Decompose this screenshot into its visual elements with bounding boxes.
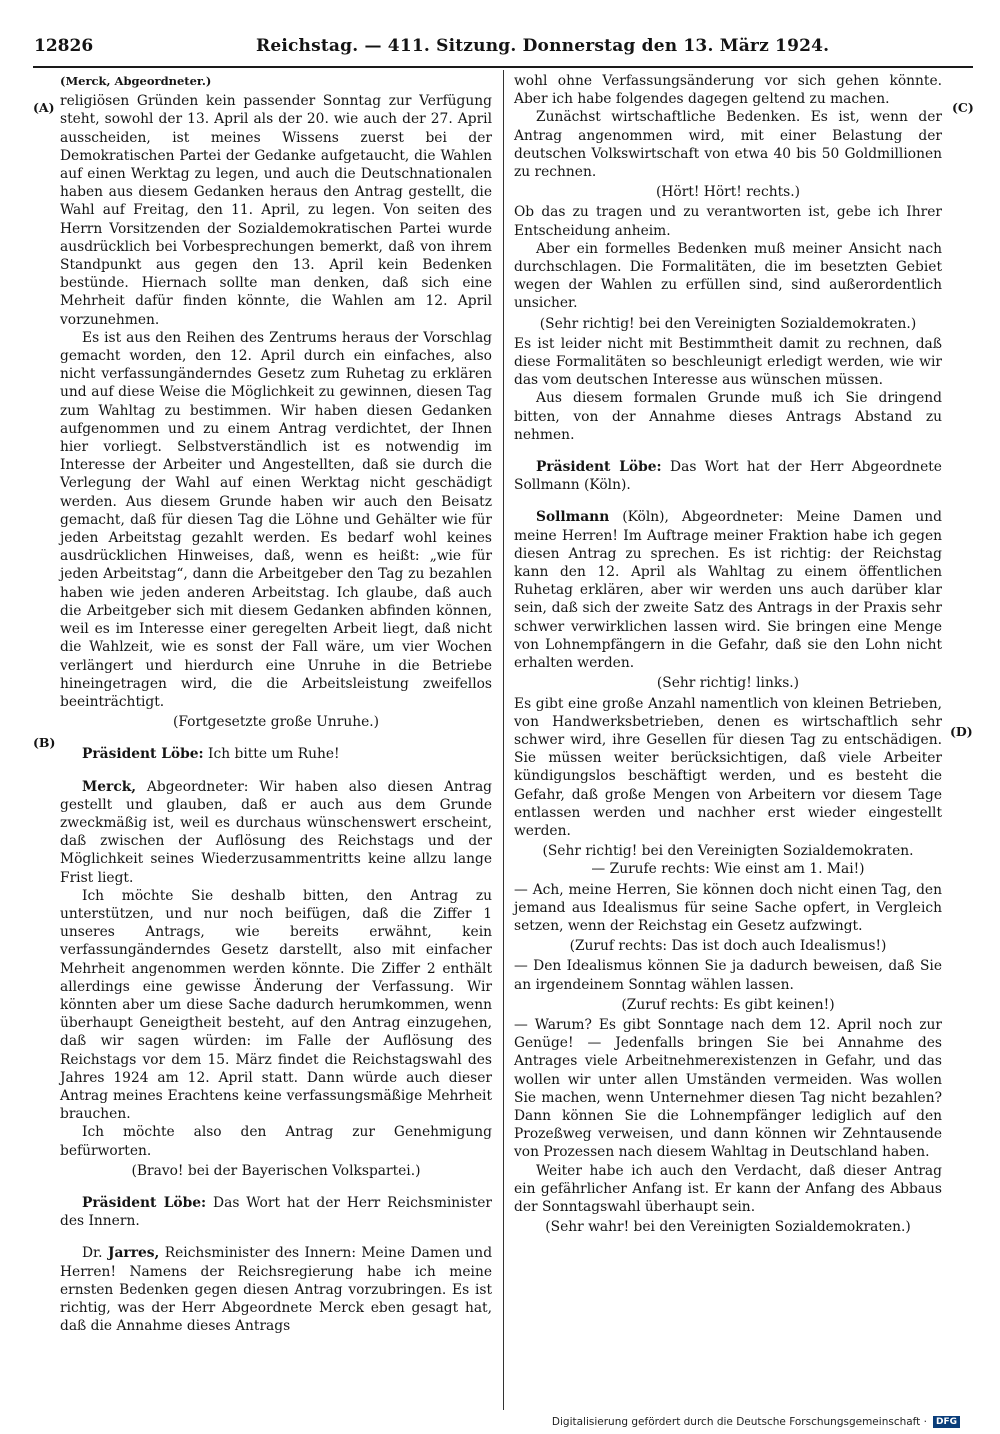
speaker-name: Jarres, bbox=[107, 1245, 160, 1262]
speaker-role: Abgeordneter: bbox=[146, 778, 249, 795]
paragraph: Weiter habe ich auch den Verdacht, daß dieser Antrag ein gefährlicher Anfang ist. Er kann der Anfang des Abbaus der Sonntagswahl überhaupt sein. bbox=[514, 1162, 942, 1215]
jarres-speech bbox=[60, 1244, 492, 1335]
margin-mark-a: (A) bbox=[33, 100, 55, 115]
speaker-name: Sollmann bbox=[536, 509, 610, 526]
column-divider bbox=[503, 70, 504, 1410]
speaker-name: Merck, bbox=[82, 778, 137, 795]
stage-direction: (Zuruf rechts: Es gibt keinen!) bbox=[621, 996, 835, 1013]
header-rule bbox=[33, 66, 973, 68]
speaker-name: Präsident Löbe: bbox=[82, 1194, 207, 1211]
speaker-tag: (Merck, Abgeordneter.) bbox=[60, 74, 212, 88]
speech-text: Das Wort hat der Herr Abgeordnete Sollmann (Köln). bbox=[514, 459, 942, 494]
footer-text: Digitalisierung gefördert durch die Deutsche Forschungsgemeinschaft · bbox=[551, 1416, 927, 1428]
paragraph: Aus diesem formalen Grunde muß ich Sie dringend bitten, von der Annahme dieses Antrags Abstand zu nehmen. bbox=[514, 390, 942, 443]
paragraph: Ich möchte Sie deshalb bitten, den Antrag zu unterstützen, und nur noch beifügen, daß die Ziffer 1 unseres Antrags, wie bereits erwähnt, kein verfassungänderndes Gesetz darstellt, also mit einfacher Mehrheit angenommen werden könnte. Die Ziffer 2 enthält allerdings eine gewisse Änderung der Verfassung. Wir könnten aber um diese Sache dadurch herumkommen, wenn überhaupt Geneigtheit besteht, auf den Antrag einzugehen, daß wir sagen würden: im Falle der Auflösung des Reichstags vor dem 15. März findet die Reichstagswahl des Jahres 1924 am 12. April statt. Dann würde auch dieser Antrag meines Erachtens keine verfassungsmäßige Mehrheit brauchen. bbox=[60, 887, 492, 1123]
stage-direction: (Sehr richtig! bei den Vereinigten Sozialdemokraten. — Zurufe rechts: Wie einst am 1. Mai!) bbox=[542, 843, 914, 878]
stage-direction: (Zuruf rechts: Das ist doch auch Idealismus!) bbox=[569, 938, 887, 955]
stage-direction: (Sehr richtig! bei den Vereinigten Sozialdemokraten.) bbox=[539, 315, 917, 332]
margin-mark-c: (C) bbox=[952, 100, 974, 115]
paragraph: wohl ohne Verfassungsänderung vor sich gehen könnte. Aber ich habe folgendes dagegen geltend zu machen. bbox=[514, 73, 942, 108]
right-column bbox=[514, 72, 942, 1238]
stage-direction: (Sehr richtig! links.) bbox=[656, 675, 800, 692]
stage-direction: (Sehr wahr! bei den Vereinigten Sozialdemokraten.) bbox=[545, 1219, 911, 1236]
paragraph: religiösen Gründen kein passender Sonntag zur Verfügung steht, sowohl der 13. April als der 20. wie auch der 27. April ausscheiden, ist meines Wissens zuerst bei der Demokratischen Partei der Gedanke aufgetaucht, die Wahlen auf einen Werktag zu legen, und auch die Deutschnationalen haben aus diesem Gedanken heraus den Antrag gestellt, die Wahl auf Freitag, den 11. April, zu legen. Von seiten des Herrn Vorsitzenden der Sozialdemokratischen Partei wurde ausdrücklich bei Vorbesprechungen bemerkt, daß von ihrem Standpunkt aus gegen den 13. April kein Bedenken bestünde. Hiernach sollte man denken, daß sich eine Mehrheit dafür finden könnte, die Wahlen am 12. April vorzunehmen. bbox=[60, 93, 492, 328]
paragraph: Es gibt eine große Anzahl namentlich von kleinen Betrieben, von Handwerksbetrieben, denen es wirtschaftlich sehr schwer wird, ihre Gesellen für diesen Tag zu entschädigen. Sie müssen weiter berücksichtigen, daß viele Arbeiter kündigungslos beschäftigt werden, und es besteht die Gefahr, daß große Mengen von Arbeitern vor diesem Tage entlassen werden und nachher erst wieder eingestellt werden. bbox=[514, 695, 942, 839]
paragraph: Es ist leider nicht mit Bestimmtheit damit zu rechnen, daß diese Formalitäten so beschleunigt erledigt werden, wie wir das vom deutschen Interesse aus wünschen müssen. bbox=[514, 335, 942, 389]
paragraph: Zunächst wirtschaftliche Bedenken. Es ist, wenn der Antrag angenommen wird, mit einer Belastung der deutschen Volkswirtschaft von etwa 40 bis 50 Goldmillionen zu rechnen. bbox=[514, 109, 942, 181]
president-remark bbox=[60, 1194, 492, 1230]
sollmann-speech bbox=[514, 508, 942, 672]
left-column bbox=[60, 72, 492, 1335]
paragraph: Ich möchte also den Antrag zur Genehmigung befürworten. bbox=[60, 1124, 492, 1159]
president-remark bbox=[60, 745, 492, 763]
president-remark bbox=[514, 458, 942, 494]
running-title: Reichstag. — 411. Sitzung. Donnerstag den 13. März 1924. bbox=[256, 36, 830, 56]
speech-text: Das Wort hat der Herr Reichsminister des Innern. bbox=[60, 1194, 492, 1230]
paragraph: Es ist aus den Reihen des Zentrums heraus der Vorschlag gemacht worden, den 12. April durch ein einfaches, also nicht verfassungänderndes Gesetz zum Ruhetag zu erklären und auf diese Weise die Möglichkeit zu gewinnen, diesen Tag zum Wahltag zu bestimmen. Wir haben diesen Gedanken aufgenommen und zu einem Antrag verdichtet, der Ihnen hier vorliegt. Selbstverständlich ist es notwendig im Interesse der Arbeiter und Angestellten, daß sie durch die Verlegung der Wahl auf einen Werktag nicht geschädigt werden. Aus diesem Grunde haben wir auch den Beisatz gemacht, daß für diesen Tag die Löhne und Gehälter wie für jeden Arbeitstag gezahlt werden. Es bedarf wohl keines ausdrücklichen Hinweises, daß, wenn es heißt: „wie für jeden Arbeitstag“, dann die Arbeitgeber den Tag zu bezahlen haben wie jeden anderen Arbeitstag. Ich glaube, daß auch die Arbeitgeber sich mit diesem Gedanken abfinden können, weil es im Interesse einer geregelten Arbeit liegt, daß nicht die Wahlzeit, wie es sonst der Fall wäre, um vier Wochen verlängert und hierdurch eine Unruhe in die Betriebe hineingetragen wird, die die Arbeitsleistung zweifellos beeinträchtigt. bbox=[60, 329, 492, 710]
stage-direction: (Hört! Hört! rechts.) bbox=[656, 184, 800, 201]
dfg-logo: DFG bbox=[933, 1416, 960, 1428]
speech-text: Meine Damen und Herren! Namens der Reichsregierung habe ich meine ernsten Bedenken gegen diesen Antrag vorzubringen. Es ist richtig, was der Herr Abgeordnete Merck eben gesagt hat, daß die Annahme dieses Antrags bbox=[60, 1245, 493, 1335]
speech-text: (Köln), Abgeordneter: Meine Damen und meine Herren! Im Auftrage meiner Fraktion habe ich gegen diesen Antrag zu sprechen. Es ist richtig: der Reichstag kann den 12. April als Wahltag zu einem öffentlichen Ruhetag erklären, aber wir werden uns auch darüber klar sein, daß sich der zweite Satz des Antrags in der Praxis sehr schwer verwirklichen lassen wird. Sie bringen eine Menge von Lohnempfängern in die Gefahr, daß sie den Lohn nicht erhalten werden. bbox=[514, 509, 942, 672]
speech-text: Wir haben also diesen Antrag gestellt und glauben, daß er auch aus dem Grunde zweckmäßig ist, weil es durchaus wünschenswert erscheint, daß zwischen der Auflösung des Reichstags und der Möglichkeit seines Wiederzusammentritts keine allzu lange Frist liegt. bbox=[60, 778, 493, 886]
speaker-name: Präsident Löbe: bbox=[82, 746, 204, 763]
paragraph: — Warum? Es gibt Sonntage nach dem 12. April noch zur Genüge! — Jedenfalls bringen Sie bei Annahme des Antrages viele Arbeitnehmerexistenzen in Gefahr, und das wollen wir unter allen Umständen vermeiden. Was wollen Sie machen, wenn Unternehmer diesen Tag nicht bezahlen? Dann können Sie die Lohnempfänger lediglich auf den Prozeßweg verweisen, und dann können wir Zehntausende von Prozessen nach diesem Wahltag in Deutschland haben. bbox=[514, 1016, 942, 1161]
paragraph: — Ach, meine Herren, Sie können doch nicht einen Tag, den jemand aus Idealismus für seine Sache opfert, in Vergleich setzen, wenn der Reichstag ein Gesetz aufzwingt. bbox=[514, 881, 942, 934]
margin-mark-b: (B) bbox=[33, 735, 56, 750]
stage-direction: (Fortgesetzte große Unruhe.) bbox=[172, 714, 380, 731]
paragraph: Ob das zu tragen und zu verantworten ist, gebe ich Ihrer Entscheidung anheim. bbox=[514, 204, 942, 239]
page-number: 12826 bbox=[34, 36, 94, 56]
speaker-role: Reichsminister des Innern: bbox=[164, 1245, 356, 1262]
margin-mark-d: (D) bbox=[950, 724, 973, 739]
paragraph: — Den Idealismus können Sie ja dadurch beweisen, daß Sie an irgendeinem Sonntag wählen lassen. bbox=[514, 958, 942, 993]
paragraph: Aber ein formelles Bedenken muß meiner Ansicht nach durchschlagen. Die Formalitäten, die im besetzten Gebiet wegen der Wahlen zu erfüllen sind, sind außerordentlich unsicher. bbox=[514, 240, 942, 312]
stage-direction: (Bravo! bei der Bayerischen Volkspartei.) bbox=[131, 1162, 421, 1179]
speaker-prefix: Dr. bbox=[82, 1245, 103, 1262]
speech-text: Ich bitte um Ruhe! bbox=[208, 746, 340, 763]
merck-speech bbox=[60, 778, 492, 887]
speaker-name: Präsident Löbe: bbox=[536, 459, 662, 476]
footer bbox=[552, 1416, 960, 1428]
